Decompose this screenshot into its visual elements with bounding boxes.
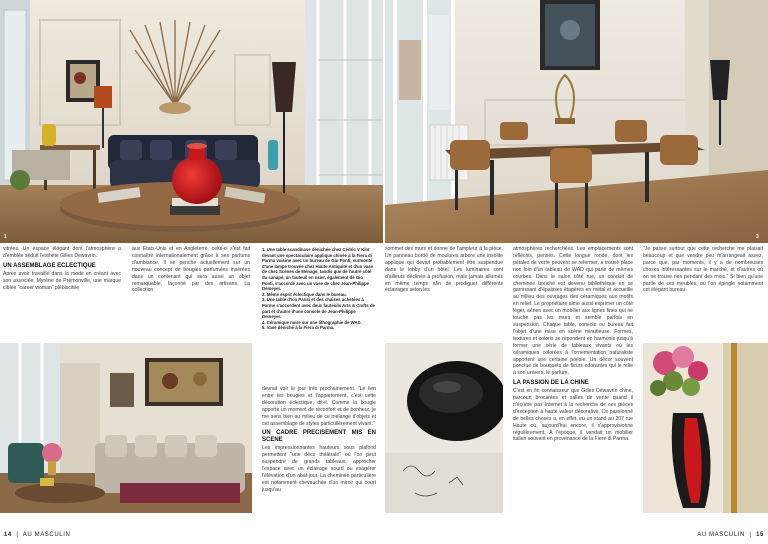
paragraph-col5: atmosphères recherchées. Les emplacements sont réfléchis, pensés. Cette longue ronde, dont les pétales de verre peuvent se refermer, a trouvé place non loin d'un tableau de WAD qui parle de mêmes courbes. Dans le salon côté rue, un conduit de cheminée bouché est devenu bibliothèque en se garnissant d'épaisses étagères en métal et accueille au milieu des ouvrages des céramiques aux motifs en relief. Le propriétaire aime aussi exprimer un côté léger, aérien avec un mobilier aux lignes fines qui ne touche pas les murs et semble parfois en suspension. Chaque table, console ou bureau fait l'objet d'une mise en scène minutieuse. Formes, textures et coloris se répondent en harmonie jusqu'à former une série de tableaux vivants où les céramiques colorées à l'ornementation naturaliste apportent une certaine poésie. Un décor souvent ponctué de bouquets de fleurs odorantes qui le relie à son univers, le parfum.: [513, 246, 633, 377]
intro-paragraph: vitrées. Un espace élégant dont l'atmosphère a d'emblée séduit l'esthète Gilles Dewavrin.: [3, 246, 121, 259]
column-4: [385, 246, 503, 294]
dining-room-illustration: [385, 0, 768, 243]
page-number-right: 15: [756, 532, 764, 538]
photo-label-1: 1: [4, 234, 7, 240]
photo-dining-room: [385, 0, 768, 243]
photo-label-3: 3: [756, 234, 759, 240]
photo-ceramic: [385, 343, 503, 513]
photo-living-room: [0, 0, 383, 243]
heading-cadre: UN CADRE PRECISEMENT MIS EN SCENE: [262, 430, 376, 444]
column-3: [262, 386, 376, 494]
vase-flowers-illustration: [643, 343, 768, 513]
heading-assemblage: UN ASSEMBLAGE ECLECTIQUE: [3, 262, 96, 269]
paragraph-col6: "Je passe surtout que cette recherche me plaisait beaucoup et que vendre peu m'arrangeait assez, parce que, par moments, il y a de nombreuses choses intéressantes sur le marché, et d'autres où on ne trouve rien pendant des mois." Si bien qu'une partie de ces meubles, où l'on épingle notamment cet élégant bureau: [643, 246, 763, 294]
column-5: [513, 246, 633, 443]
paragraph-col3: devrait voir le jour très prochainement. "Le lien entre les bougies et l'appartement, c'est cette décoration éclectique, dit-il. Comme la bougie apporte un moment de réconfort et de bonheur, je me sens bien au milieu de ce mélange d'objets et cet assemblage de styles particulièrement vivant.": [262, 386, 376, 427]
paragraph-col2: aux États-Unis et en Angleterre, celui-ci s'est fait connaître internationalement grâce à ses parfums d'ambiance. Il se penche actuellement sur un nouveau concept de bougies parfumées insérées dans un contenant qui sera aussi un objet remarquable, façonné par des artisans. La collection: [132, 246, 250, 294]
folio-left: [4, 532, 70, 538]
ceramic-illustration: [385, 343, 503, 513]
paragraph-col4: sommet des murs et donne de l'ampleur à la pièce. Un panneau bordé de moulures arbore une insolite applique qui devait probablement être suspendue dans le lobby d'un hôtel. Les luminaires sont d'ailleurs déclinés à profusion, mais jamais allumés en même temps afin de prodiguer différents éclairages selon les: [385, 246, 503, 294]
divider-left: |: [14, 532, 21, 538]
heading-chine: LA PASSION DE LA CHINE: [513, 380, 589, 387]
folio-right: [697, 532, 764, 538]
photo-salon-office: [0, 343, 252, 513]
living-room-illustration: [0, 0, 383, 243]
column-2: [132, 246, 250, 294]
captions: [262, 247, 376, 331]
page-number-left: 14: [4, 532, 12, 538]
magazine-title-right: AU MASCULIN: [697, 532, 745, 538]
caption-2: 2. Même esprit éclectique dans le bureau.: [262, 291, 347, 297]
paragraph-cadre: Les impressionnantes hauteurs sous plafond permettent "une déco théâtrale" où l'on peut suspendre de grands tableaux, approcher l'espace avec un éclairage sourd ou exagérer l'élévation d'un abat-jour. La cheminée particulière est notamment chevauchée d'un miroir qui court jusqu'au: [262, 445, 376, 493]
paragraph-assemblage: Après avoir travaillé dans la mode en créant avec son associée, Myrène de Prémonville, une marque ciblée "career woman" plébiscitée: [3, 270, 121, 291]
column-6: [643, 246, 763, 294]
caption-1: 1. Une table scandinave dénichée chez Cédric V Kint devant une spectaculaire applique chinée à la Fiera di Parma voisine avec un bureau de Gio Ponti, surmonté d'une lampe trouvée chez Haute Antiquité et d'un vase de chez Scènes de Ménage, tandis que de l'autre côté du canapé, un fauteuil en osier, également de Gio Ponti, s'accorde avec un vase de chez Jean-Philippe Demeyer.: [262, 247, 373, 292]
magazine-title-left: AU MASCULIN: [22, 532, 71, 538]
caption-4: 4. Céramique noire sur une lithographie de WAD.: [262, 319, 362, 325]
caption-5: 5. Vase déniché à la Fiera di Parma.: [262, 325, 335, 331]
column-1: [3, 246, 121, 291]
caption-3: 3. Une table d'Ico Parisi et des chaises achetées à Parme s'accordent avec deux fauteuils Arts & Crafts de part et d'autre d'une console de Jean-Philippe Demeyer.: [262, 297, 375, 320]
salon-office-illustration: [0, 343, 252, 513]
divider-right: |: [747, 532, 754, 538]
paragraph-chine: C'est en fin connaisseur que Gilles Dewavrin chine, parcourt brocantes et salles de vente quand il n'écume pas Internet à la recherche de ces pièces d'exception à haute valeur décorative. Ce passionné de belles choses a, en effet, eu un stand au 207 rue Haute où, aujourd'hui encore, il s'approvisionne régulièrement. À l'époque, il vendait un mobilier italien souvent en provenance de la Fiere di Parma.: [513, 388, 633, 443]
photo-vase-flowers: [643, 343, 768, 513]
